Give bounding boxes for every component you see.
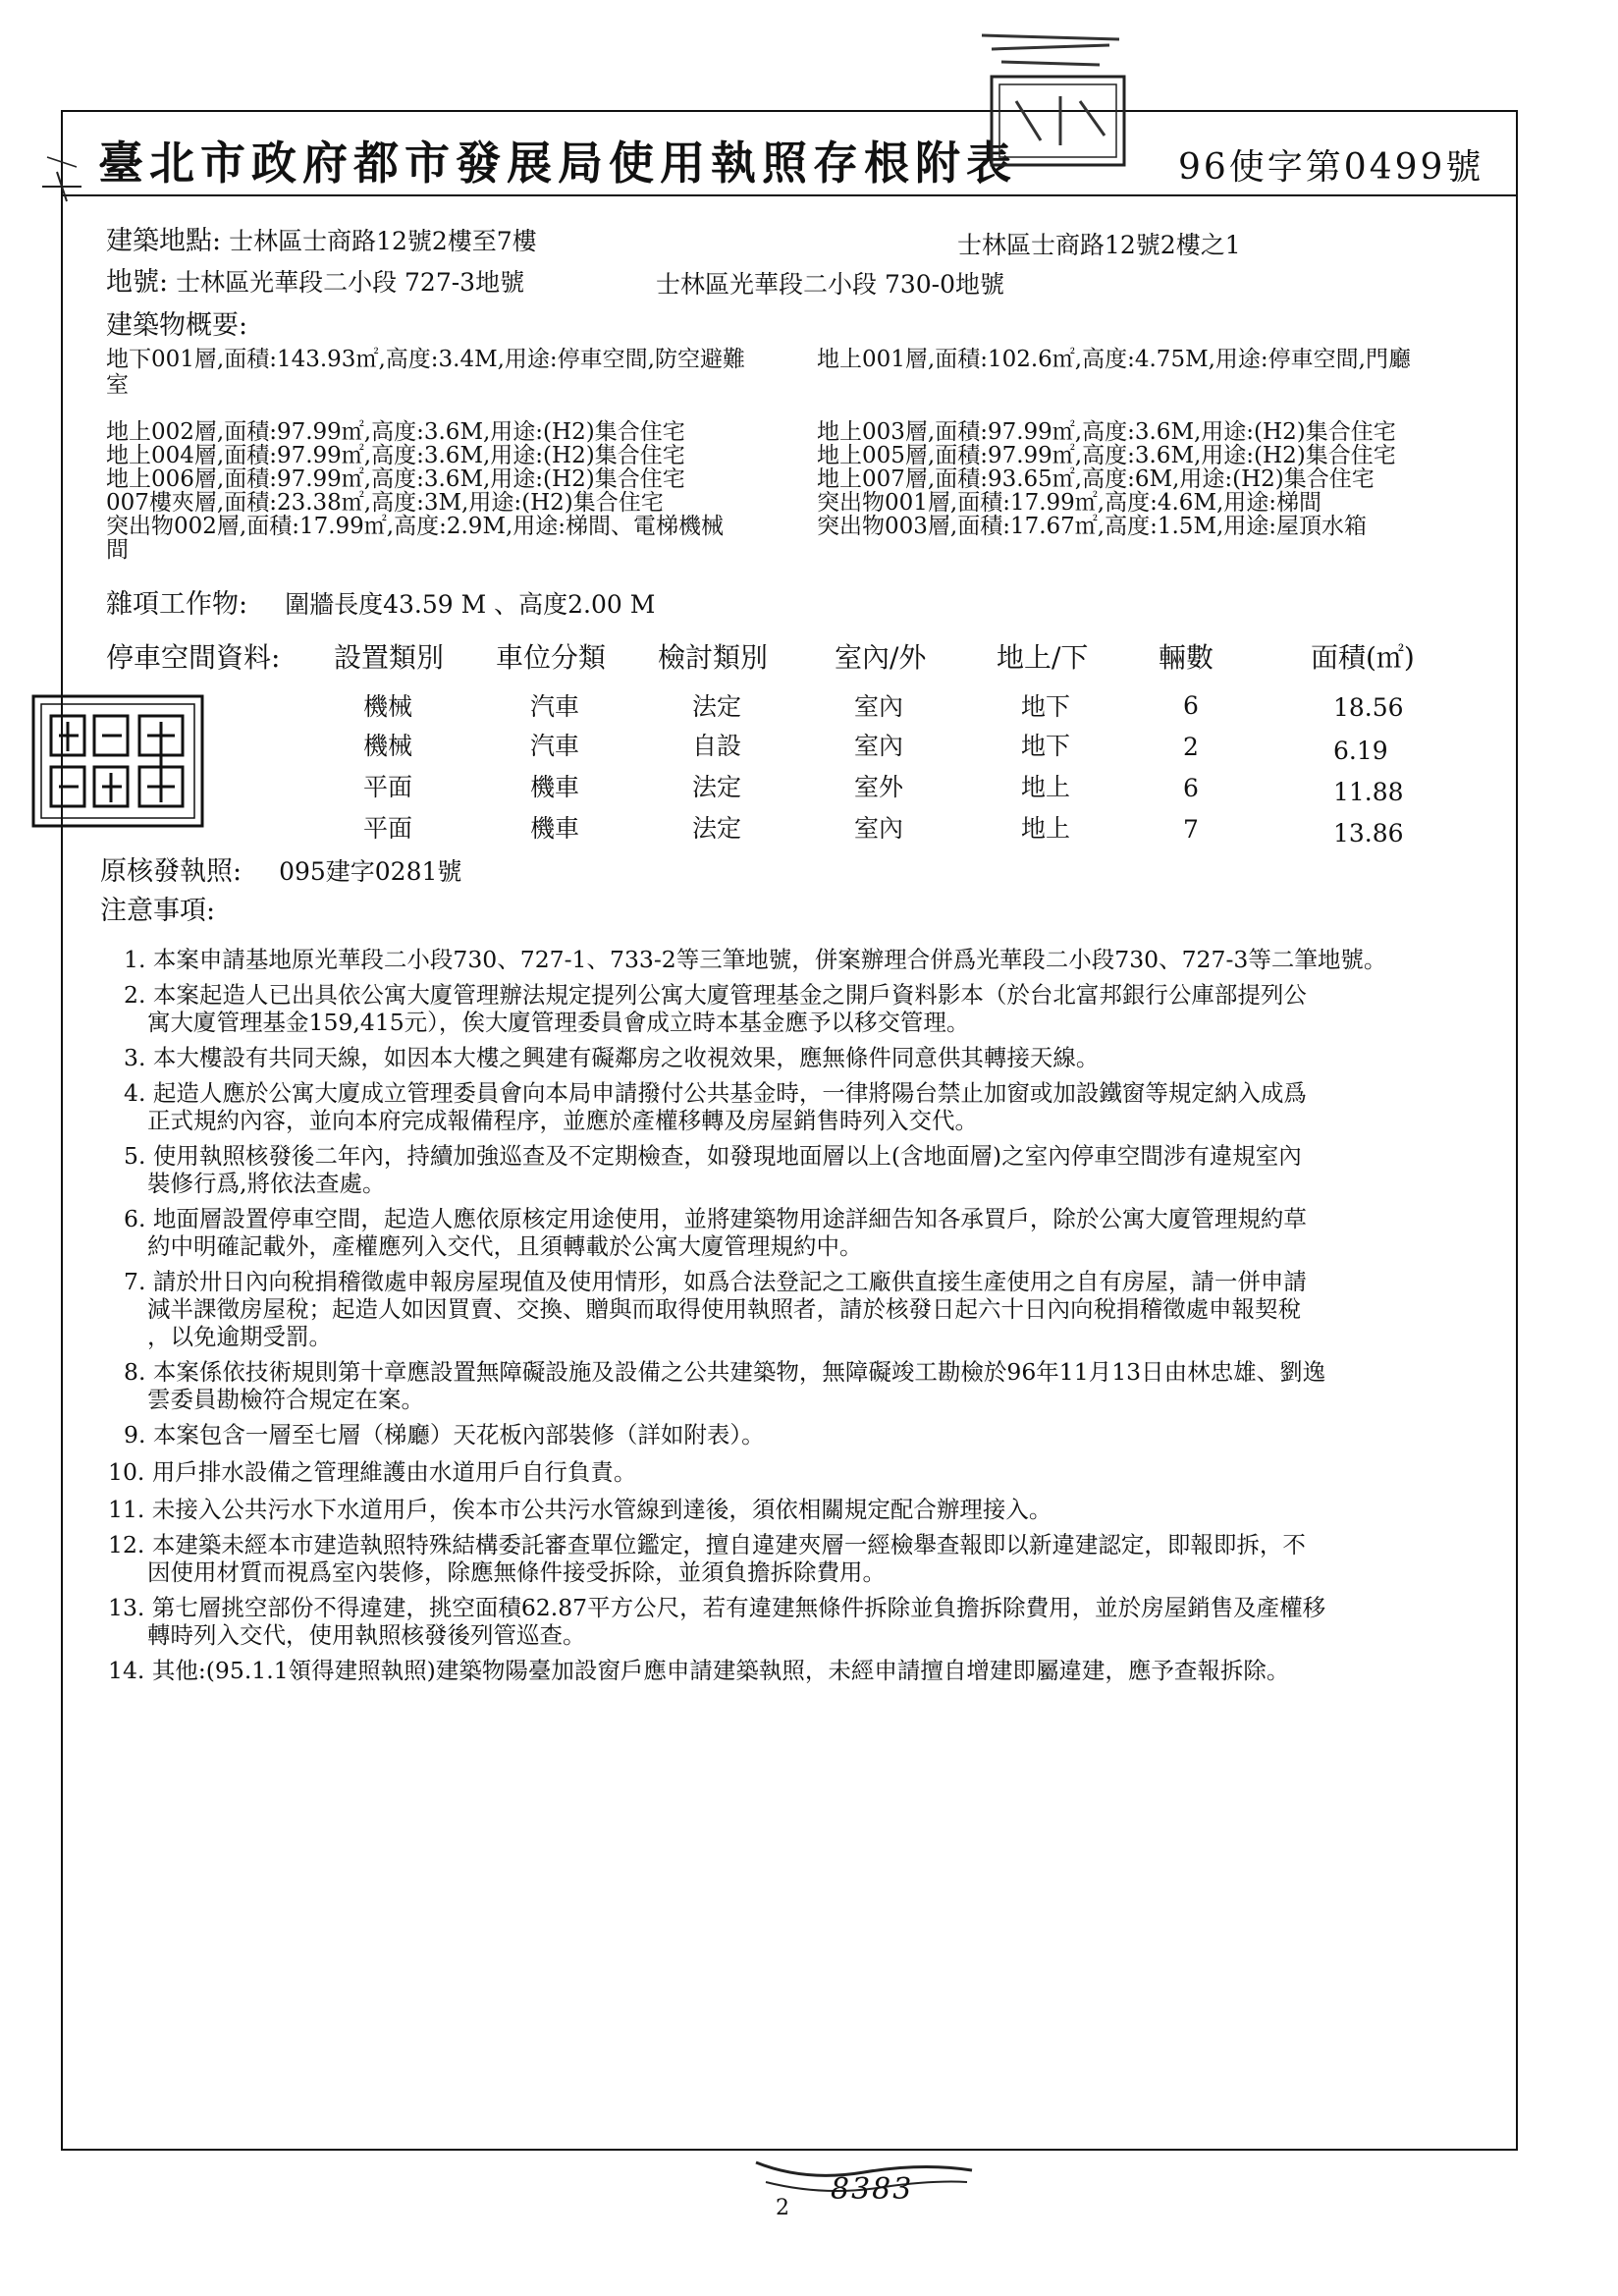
- note-line: 10. 用戶排水設備之管理維護由水道用戶自行負責。: [108, 1458, 637, 1486]
- note-line: 12. 本建築未經本市建造執照特殊結構委託審查單位鑑定，擅自違建夾層一經檢舉查報即以新違建認定，即報即拆，不: [108, 1531, 1306, 1558]
- note-line: 雲委員勘檢符合規定在案。: [147, 1386, 424, 1413]
- parking-cell: 平面: [363, 814, 413, 843]
- lot-label: 地號:: [106, 267, 169, 298]
- parking-cell: 平面: [363, 773, 413, 801]
- note-line: 裝修行爲,將依法查處。: [147, 1170, 386, 1197]
- building-left-column: [106, 420, 724, 562]
- parking-cell: 室內: [854, 732, 904, 760]
- note-line: ，以免逾期受罰。: [147, 1323, 332, 1350]
- note-line: 1. 本案申請基地原光華段二小段730、727-1、733-2等三筆地號，併案辦理合併爲光華段二小段730、727-3等二筆地號。: [124, 946, 1387, 973]
- margin-mark-icon: [37, 147, 96, 206]
- serial-number: 8383: [831, 2172, 914, 2207]
- parking-cell: 法定: [692, 692, 742, 721]
- parking-cell: 6.19: [1333, 737, 1388, 765]
- parking-cell: 2: [1183, 733, 1199, 761]
- parking-cell: 汽車: [530, 732, 580, 760]
- parking-cell: 法定: [692, 773, 742, 801]
- site-lot-row: [106, 269, 524, 297]
- note-line: 4. 起造人應於公寓大廈成立管理委員會向本局申請撥付公共基金時，一律將陽台禁止加窗或加設鐵窗等規定納入成爲: [124, 1079, 1307, 1107]
- parking-header: 檢討類別: [658, 641, 769, 674]
- floor1-line: 地上001層,面積:102.6㎡,高度:4.75M,用途:停車空間,門廳: [817, 347, 1411, 372]
- note-line: 9. 本案包含一層至七層（梯廳）天花板內部裝修（詳如附表）。: [124, 1421, 765, 1449]
- parking-cell: 13.86: [1333, 819, 1404, 847]
- building-right-column: [817, 420, 1396, 538]
- parking-cell: 機械: [363, 692, 413, 721]
- note-line: 減半課徵房屋稅；起造人如因買賣、交換、贈與而取得使用執照者，請於核發日起六十日內向稅捐稽徵處申報契稅: [147, 1295, 1301, 1323]
- building-row: 突出物003層,面積:17.67㎡,高度:1.5M,用途:屋頂水箱: [817, 514, 1368, 539]
- parking-cell: 地下: [1021, 732, 1071, 760]
- parking-header: 設置類別: [334, 641, 445, 674]
- parking-cell: 室內: [854, 692, 904, 721]
- parking-header: 輛數: [1159, 641, 1214, 674]
- parking-cell: 地上: [1021, 773, 1071, 801]
- note-line: 3. 本大樓設有共同天線，如因本大樓之興建有礙鄰房之收視效果，應無條件同意供其轉接天線。: [124, 1044, 1100, 1071]
- note-line: 正式規約內容，並向本府完成報備程序，並應於產權移轉及房屋銷售時列入交代。: [147, 1107, 978, 1134]
- note-line: 13. 第七層挑空部份不得違建，挑空面積62.87平方公尺，若有違建無條件拆除並負擔拆除費用，並於房屋銷售及產權移: [108, 1594, 1326, 1621]
- parking-header: 面積(㎡): [1311, 641, 1415, 674]
- building-row: 地上006層,面積:97.99㎡,高度:3.6M,用途:(H2)集合住宅: [106, 466, 685, 492]
- note-line: 5. 使用執照核發後二年內，持續加強巡查及不定期檢查，如發現地面層以上(含地面層)之室內停車空間涉有違規室內: [124, 1142, 1302, 1170]
- overview-label: 建築物概要:: [106, 310, 248, 341]
- address-extra: 士林區士商路12號2樓之1: [957, 231, 1241, 259]
- building-row: 地上004層,面積:97.99㎡,高度:3.6M,用途:(H2)集合住宅: [106, 443, 685, 468]
- parking-header: 地上/下: [997, 641, 1089, 674]
- note-line: 因使用材質而視爲室內裝修，除應無條件接受拆除，並須負擔拆除費用。: [147, 1558, 886, 1586]
- parking-cell: 自設: [692, 732, 742, 760]
- original-permit-row: [100, 858, 461, 886]
- official-seal-icon: [29, 692, 206, 830]
- note-line: 7. 請於卅日內向稅捐稽徵處申報房屋現值及使用情形，如爲合法登記之工廠供直接生產使用之自有房屋，請一併申請: [124, 1268, 1307, 1295]
- parking-header: 室內/外: [835, 641, 927, 674]
- note-line: 8. 本案係依技術規則第十章應設置無障礙設施及設備之公共建築物，無障礙竣工勘檢於96年11月13日由林忠雄、劉逸: [124, 1358, 1326, 1386]
- parking-cell: 6: [1183, 691, 1199, 720]
- misc-works-value: 圍牆長度43.59 M 、高度2.00 M: [285, 590, 656, 619]
- building-row: 地上005層,面積:97.99㎡,高度:3.6M,用途:(H2)集合住宅: [817, 443, 1396, 468]
- parking-cell: 6: [1183, 774, 1199, 802]
- site-address-row: [106, 228, 537, 255]
- parking-cell: 18.56: [1333, 693, 1404, 722]
- parking-cell: 汽車: [530, 692, 580, 721]
- title-divider: [61, 194, 1518, 196]
- parking-cell: 機車: [530, 814, 580, 843]
- floor1-wrap: 室: [106, 372, 129, 398]
- original-permit-label: 原核發執照:: [100, 856, 243, 887]
- address-value: 士林區士商路12號2樓至7樓: [229, 227, 537, 255]
- parking-cell: 室內: [854, 814, 904, 843]
- building-row: 突出物002層,面積:17.99㎡,高度:2.9M,用途:梯間、電梯機械: [106, 514, 725, 539]
- basement-line: 地下001層,面積:143.93㎡,高度:3.4M,用途:停車空間,防空避難: [106, 347, 745, 372]
- note-line: 6. 地面層設置停車空間，起造人應依原核定用途使用，並將建築物用途詳細告知各承買戶，除於公寓大廈管理規約草: [124, 1205, 1307, 1232]
- parking-cell: 機械: [363, 732, 413, 760]
- parking-cell: 室外: [854, 773, 904, 801]
- parking-cell: 法定: [692, 814, 742, 843]
- building-row: 突出物001層,面積:17.99㎡,高度:4.6M,用途:梯間: [817, 490, 1322, 516]
- note-line: 約中明確記載外，產權應列入交代，且須轉載於公寓大廈管理規約中。: [147, 1232, 863, 1260]
- building-row-wrap: 間: [106, 537, 129, 563]
- notes-label: 注意事項:: [100, 896, 216, 926]
- note-line: 2. 本案起造人已出具依公寓大廈管理辦法規定提列公寓大廈管理基金之開戶資料影本（於台北富邦銀行公庫部提列公: [124, 981, 1307, 1009]
- note-line: 寓大廈管理基金159,415元），俟大廈管理委員會成立時本基金應予以移交管理。: [147, 1009, 970, 1036]
- parking-cell: 11.88: [1333, 778, 1404, 806]
- building-row: 地上007層,面積:93.65㎡,高度:6M,用途:(H2)集合住宅: [817, 466, 1375, 492]
- misc-works-label: 雜項工作物:: [106, 589, 248, 620]
- building-row: 地上002層,面積:97.99㎡,高度:3.6M,用途:(H2)集合住宅: [106, 419, 685, 445]
- parking-label: 停車空間資料:: [106, 641, 281, 674]
- page-number: 2: [776, 2196, 789, 2220]
- parking-header: 車位分類: [496, 641, 607, 674]
- note-line: 11. 未接入公共污水下水道用戶，俟本市公共污水管線到達後，須依相關規定配合辦理接入。: [108, 1496, 1052, 1523]
- parking-cell: 地上: [1021, 814, 1071, 843]
- parking-cell: 7: [1183, 815, 1199, 844]
- top-stamp-icon: [972, 18, 1139, 185]
- note-line: 14. 其他:(95.1.1領得建照執照)建築物陽臺加設窗戶應申請建築執照，未經申請擅自增建即屬違建，應予查報拆除。: [108, 1657, 1290, 1684]
- note-line: 轉時列入交代，使用執照核發後列管巡查。: [147, 1621, 586, 1649]
- permit-number: 96使字第0499號: [1178, 147, 1484, 188]
- lot-extra: 士林區光華段二小段 730-0地號: [656, 270, 1005, 299]
- original-permit-value: 095建字0281號: [279, 857, 462, 886]
- building-row: 地上003層,面積:97.99㎡,高度:3.6M,用途:(H2)集合住宅: [817, 419, 1396, 445]
- parking-cell: 地下: [1021, 692, 1071, 721]
- address-label: 建築地點:: [106, 226, 222, 256]
- lot-value: 士林區光華段二小段 727-3地號: [176, 268, 525, 297]
- parking-cell: 機車: [530, 773, 580, 801]
- page-title: 臺北市政府都市發展局使用執照存根附表: [98, 137, 1017, 190]
- misc-works-row: [106, 591, 655, 619]
- building-row: 007樓夾層,面積:23.38㎡,高度:3M,用途:(H2)集合住宅: [106, 490, 664, 516]
